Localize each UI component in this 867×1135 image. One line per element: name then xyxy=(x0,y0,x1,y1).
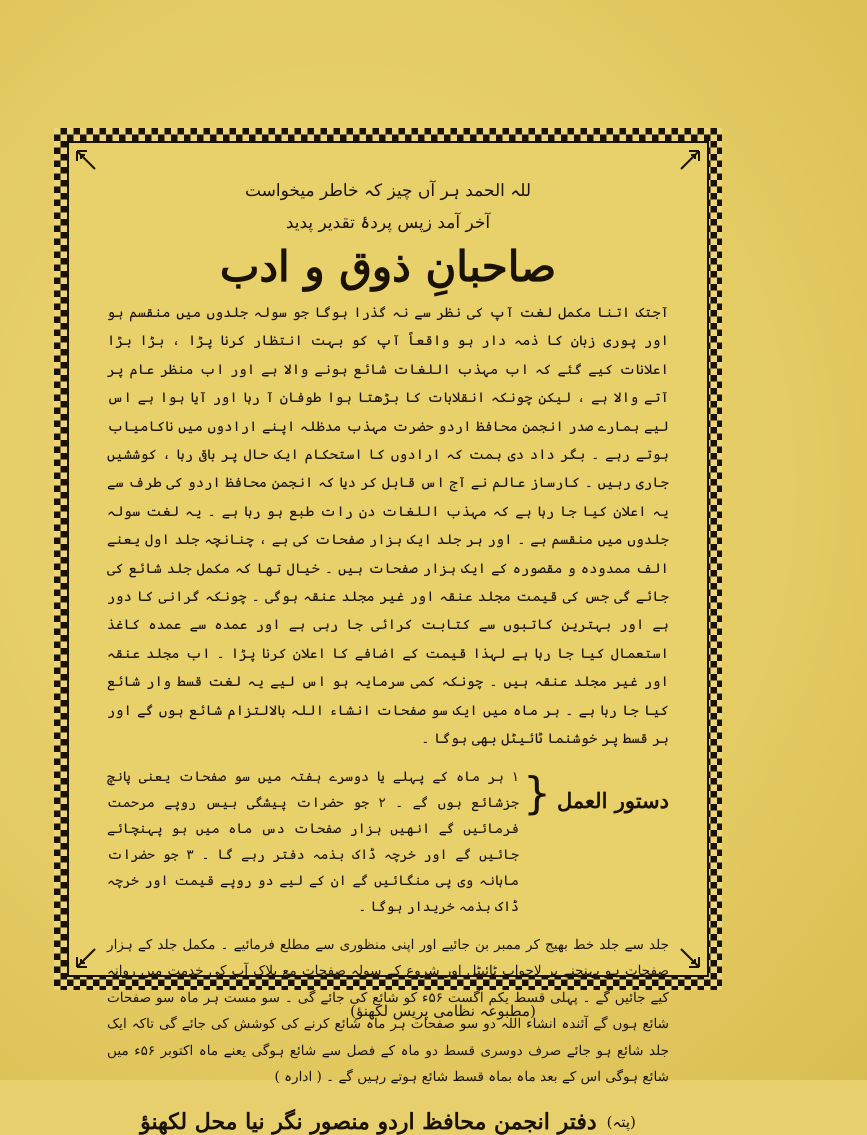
notice-paragraph: جلد سے جلد خط بھیج کر ممبر بن جائیے اور اپنی منظوری سے مطلع فرمائیے ۔ مکمل جلد کے ہزار صفحات ہو پہنچنے پر لاجواب ٹائیٹل اور شروع کے سولہ صفحات مع بلاک آپ کی خدمت میں روانہ کیے جائیں گے ۔ پہلی قسط یکم اگست ۵۶ء کو شائع کی جائے گی ۔ سو مست ہر ماہ سو صفحات شائع ہوں گے آئندہ انشاء اللہ دو سو صفحات ہر ماہ شائع کرنے کی کوشش کی جائے گی تاکہ ایک جلد شائع ہو جائے صرف دوسری قسط دو ماہ کے فصل سے شائع ہوگی یعنے ماہ اکتوبر ۵۶ء میں شائع ہوگی اس کے بعد ماہ بماہ قسط شائع ہوتے رہیں گے ۔ ( ادارہ ) xyxy=(107,936,669,1085)
address-line xyxy=(107,1109,669,1135)
rules-title: دستور العمل xyxy=(557,787,669,813)
corner-ornament-icon xyxy=(75,947,97,969)
address-label: (پتہ) xyxy=(606,1112,636,1131)
brace-icon: { xyxy=(523,767,551,819)
printer-credit: (مطبوعہ نظامی پریس لکھنؤ) xyxy=(350,1002,536,1020)
intro-paragraph: آجتک اتنا مکمل لغت آپ کی نظر سے نہ گذرا ہوگا جو سولہ جلدوں میں منقسم ہو اور پوری زبان کا ذمہ دار ہو واقعاً آپ کو بہت انتظار کرنا پڑا ، بڑا بڑا اعلانات کیے گئے کہ اب مہذب اللغات شائع ہونے والا ہے اور اب منظر عام پر آتے والا ہے ، لیکن چونکہ انقلابات کا بڑھتا ہوا طوفان آ رہا اور آیا ہوا ہے اس لیے ہمارے صدر انجمن محافظ اردو حضرت مہذب مدظلہ اپنے ارادوں میں ناکامیاب ہوتے رہے ۔ بگر داد دی ہمت کہ ارادوں کا استحکام ایک حال پر باقی رہا ، کوششیں جاری رہیں ۔ کارساز عالم نے آج اس قابل کر دیا کہ انجمن محافظ اردو کی طرف سے یہ اعلان کیا جا رہا ہے کہ مہذب اللغات دن رات طبع ہو رہا ہے ۔ یہ لغت سولہ جلدوں میں منقسم ہے ۔ اور ہر جلد ایک ہزار صفحات کی ہے ، چنانچہ جلد اول یعنے الف ممدودہ و مقصورہ کے ایک ہزار صفحات ہیں ۔ خیال تھا کہ مکمل جلد شائع کی جائے گی جس کی قیمت مجلد عنقہ اور غیر مجلد عنقہ ہوگی ۔ چونکہ گرانی کا دور ہے اور بہترین کاتبوں سے کتابت کرائی جا رہی ہے اور عمدہ سے عمدہ کاغذ استعمال کیا جا رہا ہے لہذا قیمت کے اضافے کا اعلان کرنا پڑا ۔ اب مجلد عنقہ اور غیر مجلد عنقہ ہیں ۔ چونکہ کمی سرمایہ ہو اس لیے یہ لغت قسط وار شائع کیا جا رہا ہے ۔ ہر ماہ میں ایک سو صفحات انشاء اللہ بالالتزام شائع ہوں گے اور ہر قسط پر خوشنما ٹائیٹل بھی ہوگا ۔ xyxy=(107,305,669,748)
corner-ornament-icon xyxy=(679,947,701,969)
address-text: دفتر انجمن محافظ اردو منصور نگر نیا محل لکھنؤ xyxy=(140,1108,597,1135)
verse-line-2: آخر آمد زپس پردۂ تقدیر پدید xyxy=(285,213,491,233)
corner-ornament-icon xyxy=(679,149,701,171)
rules-section xyxy=(107,764,669,920)
corner-ornament-icon xyxy=(75,149,97,171)
headline: صاحبانِ ذوق و ادب xyxy=(219,242,557,291)
verse-line-1: للہ الحمد ہر آں چیز کہ خاطر میخواست xyxy=(244,181,532,201)
rules-text: ۱ ہر ماہ کے پہلے یا دوسرے ہفتہ میں سو صفحات یعنی پانچ جزشائع ہوں گے ۔ ۲ جو حضرات پیشگی بیس روپے مرحمت فرمائیں گے انھیں ہزار صفحات دس ماہ میں ہو پہنچائے جائیں گے اور خرچہ ڈاک بذمہ دفتر رہے گا ۔ ۳ جو حضرات ماہانہ وی پی منگائیں گے ان کے لیے دو روپے قیمت اور خرچہ ڈاک بذمہ خریدار ہوگا ۔ xyxy=(107,768,519,915)
